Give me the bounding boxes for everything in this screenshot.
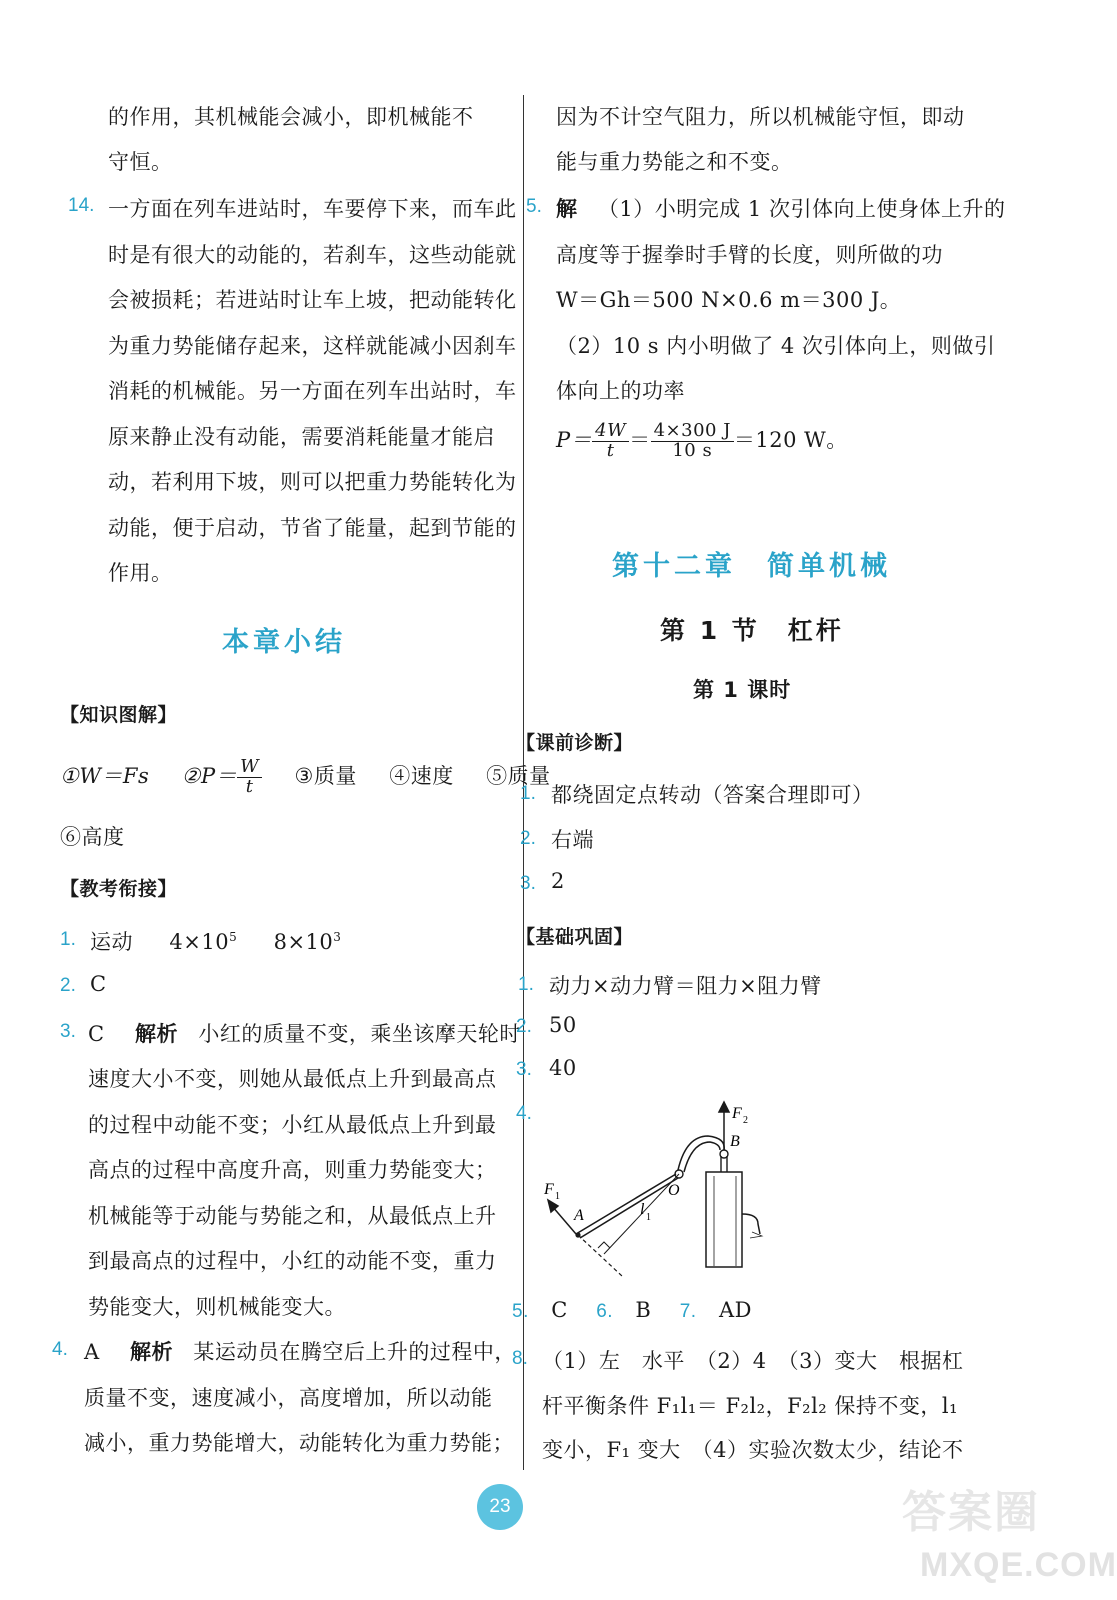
section-title: 第 1 节 杠杆 [660,616,844,645]
section-label-exam: 【教考衔接】 [60,878,178,900]
formula-power-prefix: ②P＝ [181,763,238,788]
analysis-line: 高点的过程中高度升高，则重力势能变大； [88,1158,497,1182]
answer-line: 动能，便于启动，节省了能量，起到节能的 [108,516,517,540]
formula-fraction [651,422,734,461]
question-number: 3. [60,1021,76,1042]
cylinder-pump [706,1172,762,1267]
question-number: 3. [516,1059,532,1080]
analysis-line: 的过程中动能不变；小红从最低点上升到最 [88,1113,497,1137]
answer-choice: C [88,1022,105,1046]
answer-value: 4×10 [169,930,230,954]
answer-line: 消耗的机械能。另一方面在列车出站时，车 [108,379,517,403]
exponent: 3 [333,930,342,944]
answer-line: 右端 [551,828,594,852]
answer-line: C [90,972,107,996]
question-number: 2. [60,975,76,996]
answer-line: 原来静止没有动能，需要消耗能量才能启 [108,425,495,449]
knowledge-items [60,758,551,797]
solution-text: （1）小明完成 1 次引体向上使身体上升的 [597,197,1006,221]
label-b: B [730,1133,740,1150]
solution-line: （2）10 s 内小明做了 4 次引体向上，则做引 [556,334,996,358]
answer-line [88,1018,521,1048]
question-number: 1. [518,974,534,995]
answer-text: 运动 [90,930,133,954]
answer-value: 8×10 [273,930,334,954]
fraction-numerator: 4×300 J [651,422,734,442]
question-number: 5. [526,196,542,217]
label-a: A [574,1207,584,1224]
knowledge-item: ③质量 [294,763,357,788]
right-angle-mark [598,1242,610,1248]
lever-diagram [536,1096,776,1286]
fraction-denominator: t [606,439,615,461]
analysis-tag: 解析 [130,1340,174,1364]
label-f2: F [732,1105,742,1122]
answer-choice: C [551,1298,568,1322]
analysis-text: 小红的质量不变，乘坐该摩天轮时 [198,1022,521,1046]
question-number: 5. [512,1301,529,1322]
answer-line: 时是有很大的动能的，若刹车，这些动能就 [108,243,517,267]
label-o: O [668,1182,680,1199]
answer-choice: AD [718,1298,752,1322]
analysis-line: 到最高点的过程中，小红的动能不变，重力 [88,1249,497,1273]
handle-arc [678,1136,724,1172]
equals-sign: ＝ [629,427,651,452]
answer-line: 作用。 [108,561,173,585]
force-f1-arrow [548,1200,576,1234]
answer-line: 为重力势能储存起来，这样就能减小因刹车 [108,334,517,358]
fraction-numerator: W [237,758,262,778]
formula-prefix: P＝ [556,427,593,452]
question-number: 2. [520,828,536,849]
exponent: 5 [229,930,238,944]
section-label-pre: 【课前诊断】 [516,732,634,754]
analysis-line: 减小，重力势能增大，动能转化为重力势能； [84,1431,514,1455]
answer-line: 都绕固定点转动（答案合理即可） [551,783,874,807]
continued-text-line: 能与重力势能之和不变。 [556,150,793,174]
force-f2-arrow [719,1102,729,1150]
knowledge-item: ④速度 [389,763,454,788]
answer-line: 动，若利用下坡，则可以把重力势能转化为 [108,470,517,494]
question-number: 2. [516,1016,532,1037]
answer-line: （1）左 水平 （2）4 （3）变大 根据杠 [542,1349,964,1373]
formula-fraction [592,422,629,461]
question-number: 4. [516,1103,532,1124]
answer-choice: A [84,1340,100,1364]
lever-arm [576,1174,678,1238]
answer-line: 40 [549,1056,577,1080]
solution-tag: 解 [556,197,578,221]
section-label-knowledge: 【知识图解】 [60,704,178,726]
label-f2-sub: 2 [743,1115,748,1126]
question-number: 7. [679,1301,697,1322]
answer-line: 会被损耗；若进站时让车上坡，把动能转化 [108,288,517,312]
formula-result: ＝120 W。 [733,427,848,452]
section-label-basic: 【基础巩固】 [516,926,634,948]
answer-line: 动力×动力臂＝阻力×阻力臂 [549,974,822,998]
analysis-text: 某运动员在腾空后上升的过程中， [193,1340,516,1364]
answer-line: 50 [549,1013,577,1037]
answer-line: 变小，F₁ 变大 （4）实验次数太少，结论不 [542,1438,964,1462]
page-number-badge: 23 [477,1484,523,1530]
continued-text-line: 的作用，其机械能会减小，即机械能不 [108,105,474,129]
analysis-tag: 解析 [134,1022,178,1046]
continued-text-line: 守恒。 [108,150,173,174]
knowledge-item: ⑥高度 [60,825,125,849]
knowledge-item: ⑤质量 [486,763,551,788]
question-number: 6. [596,1301,614,1322]
fraction-denominator: 10 s [672,439,713,461]
analysis-line: 势能变大，则机械能变大。 [88,1295,346,1319]
fraction-denominator: t [245,775,254,797]
piston-rod [720,1150,728,1172]
question-number: 14. [68,195,95,216]
label-f1: F [544,1181,554,1198]
analysis-line: 速度大小不变，则她从最低点上升到最高点 [88,1067,497,1091]
watermark-logo-text: 答案圈 [902,1487,1040,1538]
question-number: 1. [60,929,76,950]
answer-line-choices [512,1298,752,1323]
question-number: 3. [520,873,536,894]
question-number: 1. [520,783,536,804]
solution-line: 高度等于握拳时手臂的长度，则所做的功 [556,243,943,267]
analysis-line: 机械能等于动能与势能之和，从最低点上升 [88,1204,497,1228]
label-l1: l [640,1201,645,1218]
answer-line [90,926,341,956]
label-f1-sub: 1 [555,1191,560,1202]
answer-line: 2 [551,869,565,893]
solution-line: 体向上的功率 [556,379,685,403]
fraction-numerator: 4W [592,422,629,442]
answer-line [556,193,1005,223]
chapter-title: 第十二章 简单机械 [612,551,891,582]
lesson-title: 第 1 课时 [693,678,792,702]
formula-work: ①W＝Fs [60,763,150,788]
site-watermark [902,1476,1117,1596]
power-formula [556,422,848,461]
continued-text-line: 因为不计空气阻力，所以机械能守恒，即动 [556,105,965,129]
answer-line [84,1336,516,1366]
question-number: 4. [52,1339,68,1360]
solution-formula: W＝Gh＝500 N×0.6 m＝300 J。 [556,288,902,312]
answer-line: 杆平衡条件 F₁l₁＝ F₂l₂，F₂l₂ 保持不变，l₁ [542,1394,959,1418]
answer-line: 一方面在列车进站时，车要停下来，而车此 [108,197,517,221]
label-l1-sub: 1 [646,1212,651,1223]
analysis-line: 质量不变，速度减小，高度增加，所以动能 [84,1386,493,1410]
answer-choice: B [635,1298,652,1322]
watermark-url: MXQE.COM [920,1546,1117,1584]
chapter-summary-title: 本章小结 [222,627,346,658]
formula-power-fraction [237,758,262,797]
question-number: 8. [512,1348,528,1369]
